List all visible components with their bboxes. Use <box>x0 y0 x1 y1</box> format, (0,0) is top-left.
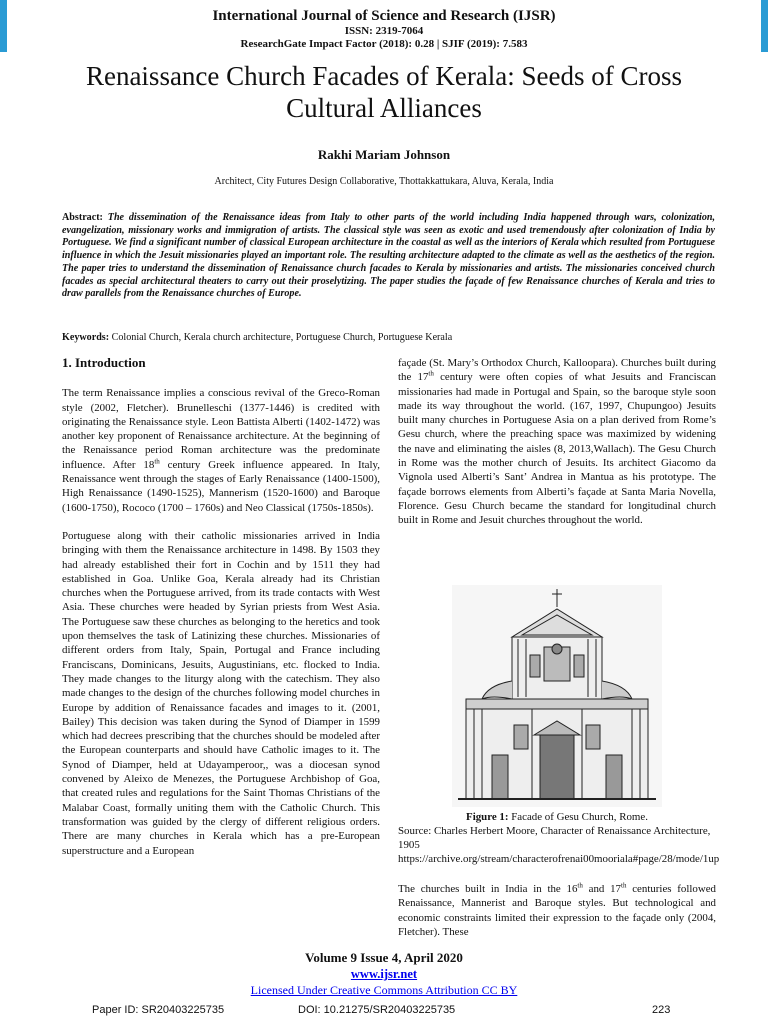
paper-id: Paper ID: SR20403225735 <box>92 1004 225 1016</box>
intro-paragraph-4: The churches built in India in the 16th and 17th centuries followed Renaissance, Mannerist and Baroque styles. But technological and economic constraints limited their expression to the façade only (2004, Fletcher). These <box>398 881 717 938</box>
figure-title: Figure 1: Facade of Gesu Church, Rome. <box>466 811 648 823</box>
abstract-label: Abstract: <box>62 212 103 223</box>
keywords-label: Keywords: <box>62 332 110 343</box>
right-column-text-continued <box>398 882 716 939</box>
author-affiliation: Architect, City Futures Design Collaborative, Thottakkattukara, Aluva, Kerala, India <box>214 176 554 187</box>
license-link[interactable]: Licensed Under Creative Commons Attribution CC BY <box>250 983 518 997</box>
figure-source: Source: Charles Herbert Moore, Character of Renaissance Architecture, 1905 <box>398 825 711 851</box>
keywords <box>62 332 715 343</box>
journal-impact-factor: ResearchGate Impact Factor (2018): 0.28 | SJIF (2019): 7.583 <box>240 37 528 50</box>
church-facade-drawing <box>452 585 662 807</box>
volume-issue: Volume 9 Issue 4, April 2020 <box>305 950 463 965</box>
intro-paragraph-1: The term Renaissance implies a conscious revival of the Greco-Roman style (2002, Fletcher). Brunelleschi (1377-1446) is credited with originating the Renaissance style. Leon Battista Alberti (1402-1472) was another key proponent of Renaissance architecture. At the beginning of the Renaissance period Roman architecture was the predominate influence. After 18th century Greek influence appeared. In Italy, Renaissance went through the stages of Early Renaissance (1400-1500), High Renaissance (1490-1525), Mannerism (1520-1600) and Baroque (1600-1750), Rococo (1700 – 1760s) and Neo Classical (1750s-1850s). <box>62 387 380 514</box>
page-number: 223 <box>652 1004 671 1016</box>
figure-caption <box>398 810 720 866</box>
right-column-text <box>398 356 716 528</box>
intro-paragraph-2: Portuguese along with their catholic missionaries arrived in India bringing with them the Renaissance architecture in 1498. By 1503 they had already established their fort in Cochin and by 1511 they had established in Goa. Unlike Goa, Kerala already had its Christian churches when the Portuguese arrived, from its trade contacts with West Asia. These churches were headed by Syrian priests from West Asia. The Portuguese saw these churches as belonging to the heretics and took upon themselves the task of Latinizing these churches. Missionaries of different orders from Italy, Spain, Portugal and France including Franciscans, Dominicans, Jesuits, Augustinians, etc. flocked to India. They made changes to the liturgy along with the catechism. They also made changes to the design of the churches following model churches in Europe by addition of Renaissance facades and images to it. (2001, Bailey) This decision was taken during the Synod of Diamper in 1599 which had decrees prescribing that the churches should be modeled after the European counterparts and should have Catholic images to it. The Synod of Diamper, held at Udayamperoor,, was a diocesan synod convened by Aleixo de Menezes, the Portuguese Archbishop of Goa, that created rules and regulations for the Saint Thomas Christians of the Malabar Coast, formally uniting them with the Catholic Church. This transformation was guided by the clergy of different religious orders. There are many churches in Kerala which has a pre-European superstructure and a European <box>62 529 380 857</box>
page-footer <box>0 950 768 998</box>
left-column <box>62 356 380 872</box>
journal-header <box>0 8 768 51</box>
doi: DOI: 10.21275/SR20403225735 <box>298 1004 456 1016</box>
paper-title: Renaissance Church Facades of Kerala: Seeds of Cross Cultural Alliances <box>85 61 683 123</box>
abstract-text: The dissemination of the Renaissance ideas from Italy to other parts of the world including India happened through wars, colonization, evangelization, missionary works and immigration of artists. The classical style was seen as exotic and used tremendously after colonization of India by Portuguese. We find a significant number of classical European architecture in the coastal as well as the interiors of Kerala which resulted from Portuguese influence in which the Jesuit missionaries played an important role. The resulting architecture adapted to the climate as well as the aesthetics of the region. The paper tries to understand the dissemination of Renaissance church facades to Kerala by missionaries and artists. The missionaries conceived church facades as special architectural theaters to carry out their proselytizing. The paper studies the façade of few Renaissance churches of Kerala and tries to draw parallels from the Renaissance churches of Europe. <box>62 212 716 300</box>
section-heading-introduction: 1. Introduction <box>62 355 146 370</box>
figure-gesu-facade-image <box>452 585 662 807</box>
journal-site-link[interactable]: www.ijsr.net <box>350 967 418 981</box>
journal-issn: ISSN: 2319-7064 <box>344 25 424 38</box>
keywords-text: Colonial Church, Kerala church architecture, Portuguese Church, Portuguese Kerala <box>111 332 453 343</box>
figure-source-url: https://archive.org/stream/characterofrenai00mooriala#page/28/mode/1up <box>398 853 720 865</box>
abstract <box>62 212 715 301</box>
intro-paragraph-3: façade (St. Mary’s Orthodox Church, Kalloopara). Churches built during the 17th century were often copies of what Jesuits and Franciscan missionaries had made in Portugal and Spain, so the baroque style soon made its way throughout the world. (167, 1997, Chupungoo) Jesuits built many churches in Portuguese Asia on a plan derived from Rome’s Gesu church, where the preaching space was maximized by widening the nave and eliminating the aisles (8, 2013,Wallach). The Gesu Church in Rome was the mother church of Jesuits. Its architect Giacomo da Vignola used Alberti’s Sant’ Andrea in Mantua as his prototype. The façade borrows elements from Alberti’s façade at Santa Maria Novella, Florence. Gesu Church became the standard for longitudinal church built in Rome and Jesuit churches throughout the world. <box>398 357 717 527</box>
paper-author: Rakhi Mariam Johnson <box>317 147 451 162</box>
journal-name: International Journal of Science and Research (IJSR) <box>212 8 556 24</box>
